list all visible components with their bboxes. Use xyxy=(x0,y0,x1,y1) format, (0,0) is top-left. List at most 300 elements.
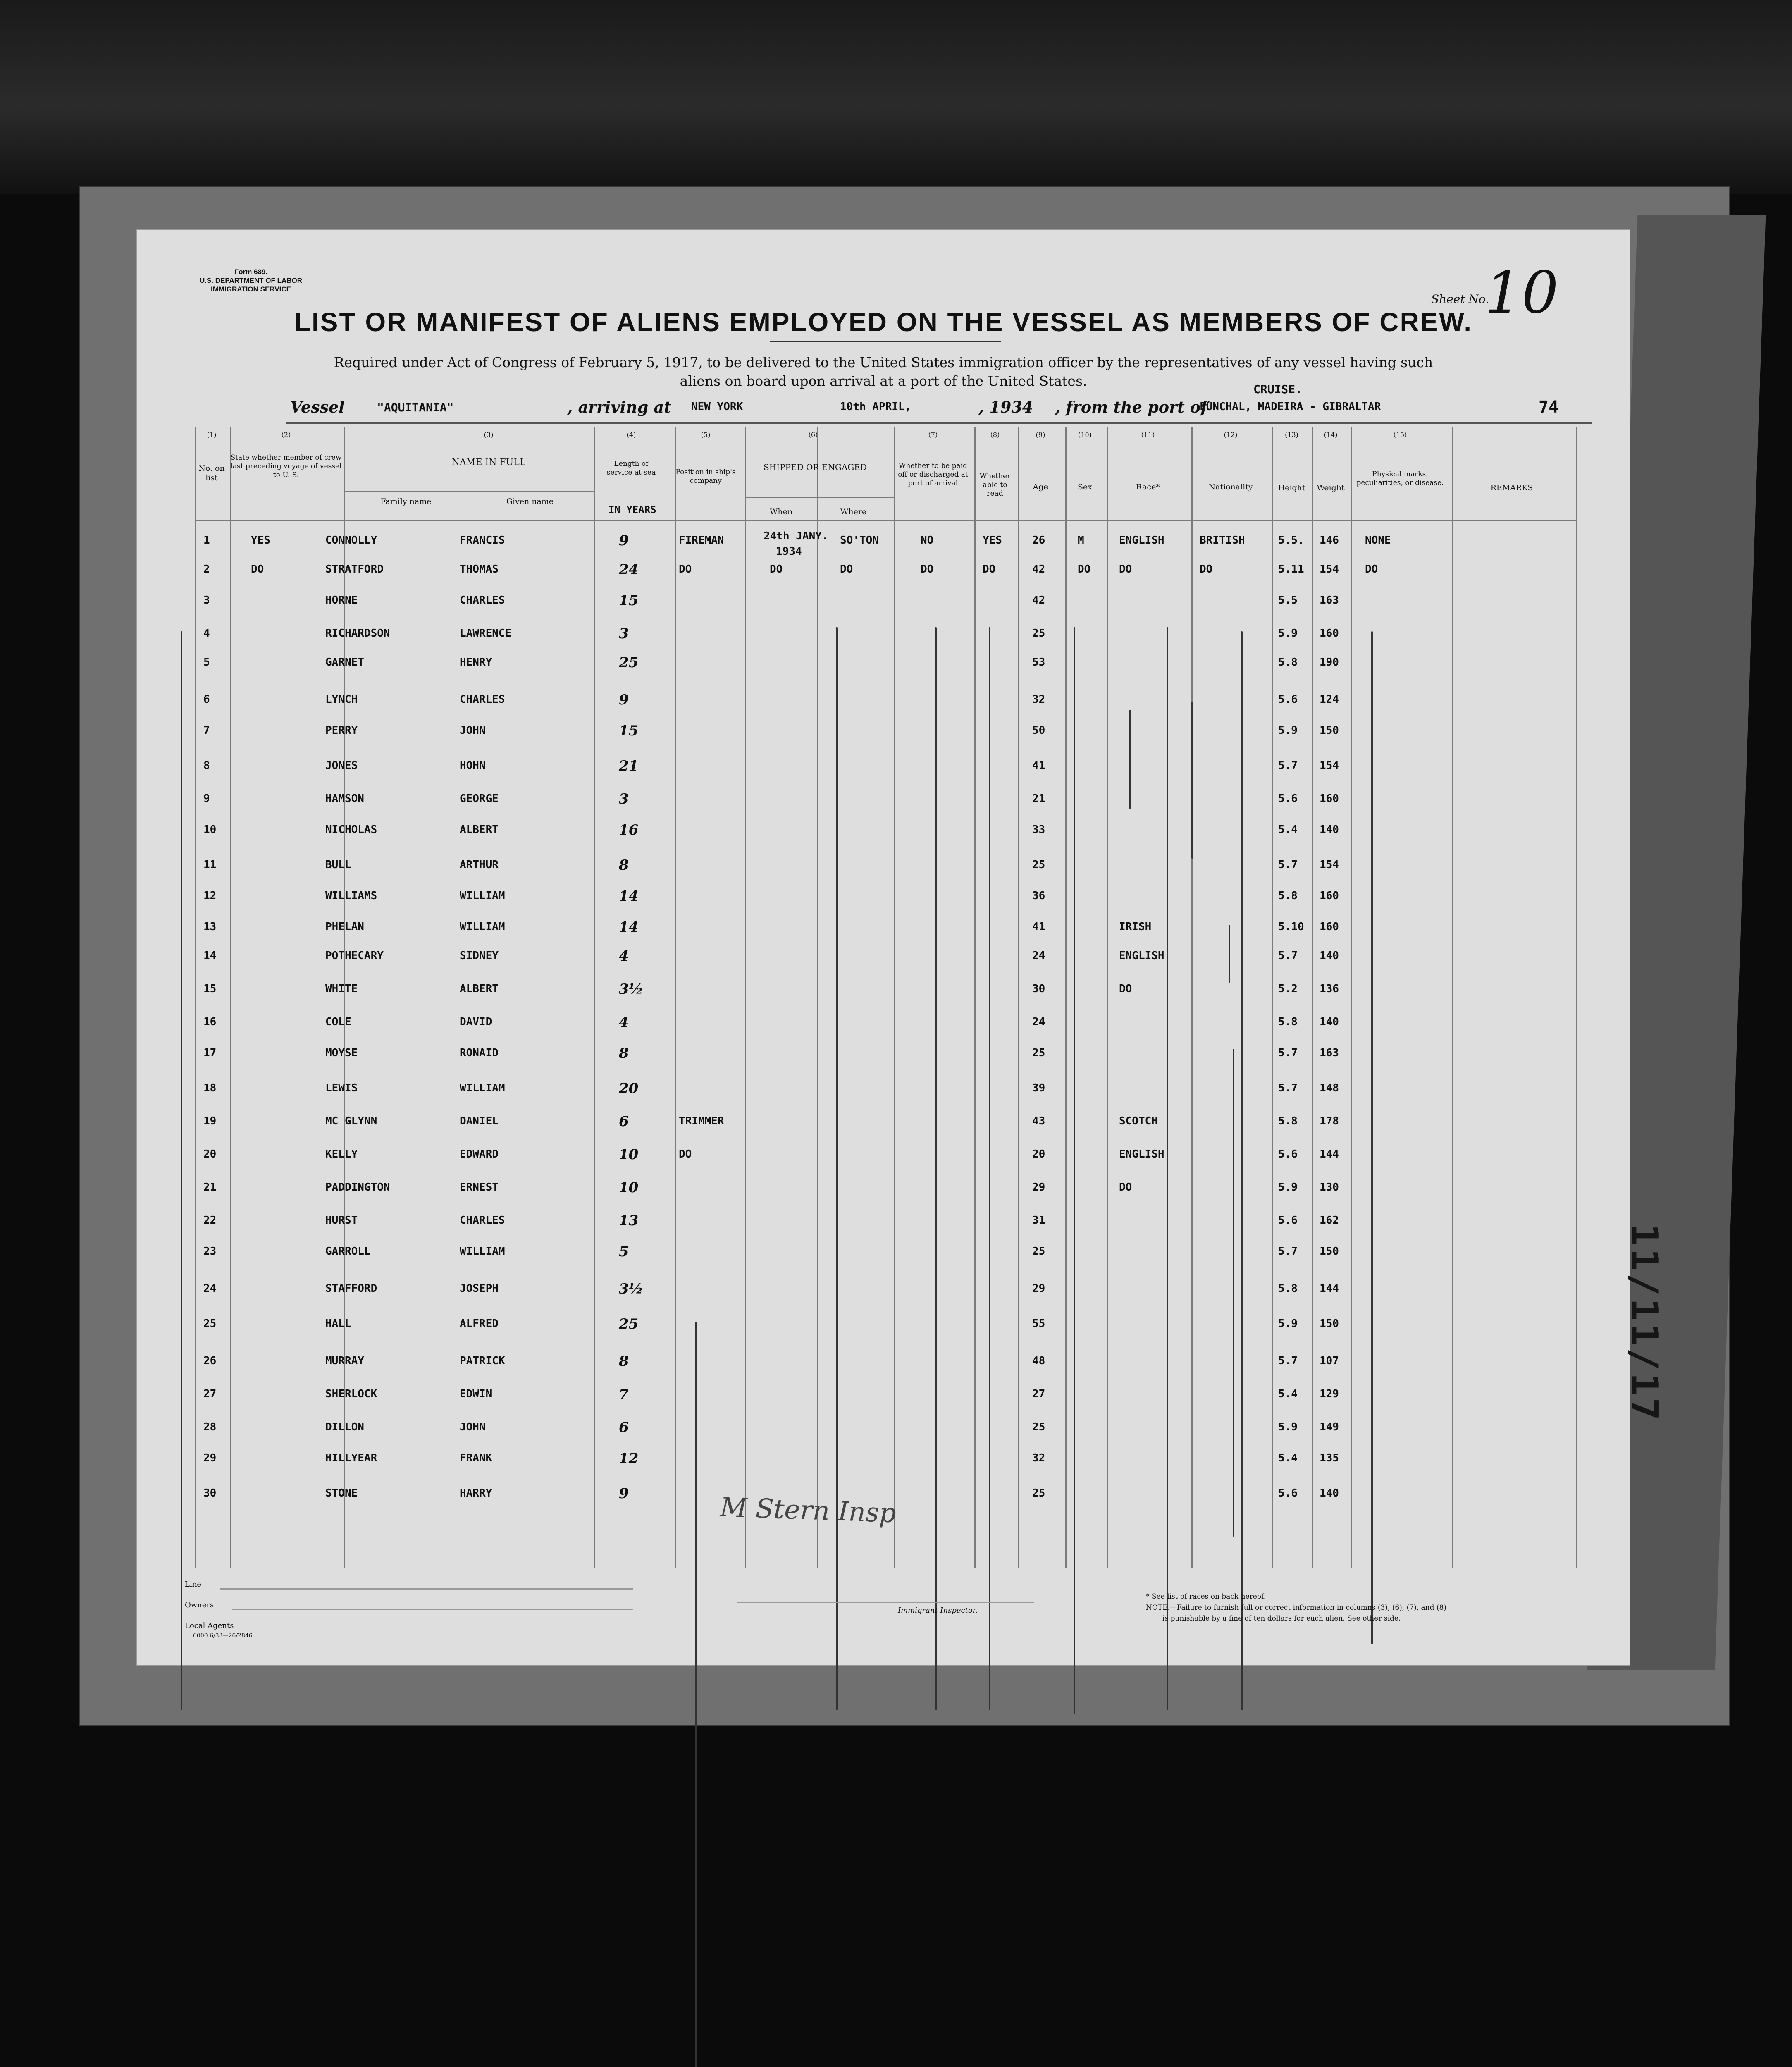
family-name: POTHECARY xyxy=(325,950,384,962)
page-number: 74 xyxy=(1539,398,1559,417)
race: ENGLISH xyxy=(1119,950,1164,962)
row-number: 6 xyxy=(203,693,210,706)
weight: 124 xyxy=(1320,693,1339,706)
family-name: MOYSE xyxy=(325,1047,358,1059)
family-name: GARROLL xyxy=(325,1245,371,1258)
in-years-label: IN YEARS xyxy=(608,504,656,516)
row-number: 4 xyxy=(203,627,210,640)
given-name: ALFRED xyxy=(460,1318,499,1330)
family-name: KELLY xyxy=(325,1148,358,1160)
height: 5.9 xyxy=(1278,724,1298,737)
weight: 190 xyxy=(1320,656,1339,668)
given-name: EDWARD xyxy=(460,1148,499,1160)
length-of-service: 4 xyxy=(619,1014,629,1031)
race: ENGLISH xyxy=(1119,1148,1164,1160)
age: 41 xyxy=(1032,921,1045,933)
weight: 130 xyxy=(1320,1181,1339,1193)
family-name: STONE xyxy=(325,1487,358,1499)
height: 5.6 xyxy=(1278,1487,1298,1499)
position: FIREMAN xyxy=(679,534,724,547)
form-number: Form 689. xyxy=(234,268,268,276)
weight: 178 xyxy=(1320,1115,1339,1127)
height: 5.9 xyxy=(1278,1421,1298,1433)
family-name: WILLIAMS xyxy=(325,890,377,902)
age: 29 xyxy=(1032,1181,1045,1193)
table-row xyxy=(137,724,1630,758)
family-name: DILLON xyxy=(325,1421,364,1433)
height: 5.6 xyxy=(1278,1214,1298,1227)
position: DO xyxy=(679,1148,692,1160)
given-name: GEORGE xyxy=(460,792,499,805)
col-no-on-list: No. on list xyxy=(198,464,225,482)
given-name: ERNEST xyxy=(460,1181,499,1193)
table-row xyxy=(137,792,1630,826)
height: 5.7 xyxy=(1278,1355,1298,1367)
length-of-service: 8 xyxy=(619,1353,629,1370)
age: 50 xyxy=(1032,724,1045,737)
age: 36 xyxy=(1032,890,1045,902)
header-rule xyxy=(745,497,894,498)
dark-background xyxy=(0,0,1792,194)
cruise-note: CRUISE. xyxy=(1253,382,1303,396)
age: 29 xyxy=(1032,1282,1045,1295)
weight: 163 xyxy=(1320,1047,1339,1059)
length-of-service: 14 xyxy=(619,919,639,936)
given-name: CHARLES xyxy=(460,594,505,606)
weight: 136 xyxy=(1320,983,1339,995)
given-name: WILLIAM xyxy=(460,1245,505,1258)
race: DO xyxy=(1119,1181,1132,1193)
height: 5.7 xyxy=(1278,1082,1298,1094)
age: 39 xyxy=(1032,1082,1045,1094)
height: 5.8 xyxy=(1278,890,1298,902)
col-race: Race* xyxy=(1136,482,1160,492)
length-of-service: 9 xyxy=(619,532,629,549)
height: 5.8 xyxy=(1278,1115,1298,1127)
col-num: (4) xyxy=(626,431,636,439)
print-code: 6000 6/33—26/2846 xyxy=(193,1633,253,1639)
age: 32 xyxy=(1032,693,1045,706)
weight: 160 xyxy=(1320,792,1339,805)
length-of-service: 24 xyxy=(619,561,639,578)
age: 30 xyxy=(1032,983,1045,995)
given-name: SIDNEY xyxy=(460,950,499,962)
header-rule xyxy=(344,491,594,492)
shipped-when-date: 24th JANY. xyxy=(764,530,828,542)
height: 5.9 xyxy=(1278,1181,1298,1193)
height: 5.6 xyxy=(1278,792,1298,805)
col-physical-marks: Physical marks, peculiarities, or disease. xyxy=(1356,470,1444,487)
given-name: ALBERT xyxy=(460,823,499,836)
height: 5.5. xyxy=(1278,534,1304,547)
height: 5.7 xyxy=(1278,1245,1298,1258)
age: 25 xyxy=(1032,627,1045,640)
row-number: 29 xyxy=(203,1452,217,1464)
length-of-service: 15 xyxy=(619,592,639,609)
race: SCOTCH xyxy=(1119,1115,1158,1127)
table-row xyxy=(137,890,1630,924)
footer-agents: Local Agents xyxy=(185,1621,234,1630)
footer-rule xyxy=(220,1588,633,1590)
table-row xyxy=(137,656,1630,690)
col-num: (14) xyxy=(1324,431,1338,439)
length-of-service: 13 xyxy=(619,1213,639,1229)
family-name: HORNE xyxy=(325,594,358,606)
length-of-service: 8 xyxy=(619,1045,629,1062)
height: 5.9 xyxy=(1278,627,1298,640)
row-number: 14 xyxy=(203,950,217,962)
member-of-crew: DO xyxy=(251,563,264,575)
col-num: (3) xyxy=(484,431,494,439)
subtitle-line2: aliens on board upon arrival at a port of the United States. xyxy=(680,373,1087,389)
height: 5.7 xyxy=(1278,759,1298,772)
row-number: 16 xyxy=(203,1016,217,1028)
height: 5.4 xyxy=(1278,823,1298,836)
family-name: GARNET xyxy=(325,656,364,668)
weight: 150 xyxy=(1320,1318,1339,1330)
col-num: (15) xyxy=(1393,431,1407,439)
family-name: HAMSON xyxy=(325,792,364,805)
row-number: 27 xyxy=(203,1388,217,1400)
col-given-name: Given name xyxy=(506,497,554,506)
given-name: DANIEL xyxy=(460,1115,499,1127)
height: 5.9 xyxy=(1278,1318,1298,1330)
col-num: (6) xyxy=(808,431,818,439)
manifest-title: LIST OR MANIFEST OF ALIENS EMPLOYED ON THE VESSEL AS MEMBERS OF CREW. xyxy=(294,307,1473,337)
table-row xyxy=(137,1245,1630,1279)
age: 25 xyxy=(1032,1487,1045,1499)
weight: 162 xyxy=(1320,1214,1339,1227)
given-name: HENRY xyxy=(460,656,492,668)
table-row xyxy=(137,1318,1630,1351)
length-of-service: 10 xyxy=(619,1146,639,1163)
height: 5.4 xyxy=(1278,1388,1298,1400)
height: 5.7 xyxy=(1278,859,1298,871)
table-row xyxy=(137,1047,1630,1081)
row-number: 15 xyxy=(203,983,217,995)
height: 5.8 xyxy=(1278,1016,1298,1028)
weight: 129 xyxy=(1320,1388,1339,1400)
length-of-service: 3½ xyxy=(619,1281,644,1297)
row-number: 8 xyxy=(203,759,210,772)
given-name: ALBERT xyxy=(460,983,499,995)
race: ENGLISH xyxy=(1119,534,1164,547)
race: IRISH xyxy=(1119,921,1152,933)
family-name: MURRAY xyxy=(325,1355,364,1367)
height: 5.4 xyxy=(1278,1452,1298,1464)
row-number: 12 xyxy=(203,890,217,902)
length-of-service: 6 xyxy=(619,1419,629,1436)
weight: 160 xyxy=(1320,890,1339,902)
given-name: FRANCIS xyxy=(460,534,505,547)
age: 24 xyxy=(1032,950,1045,962)
table-row xyxy=(137,1082,1630,1116)
given-name: HARRY xyxy=(460,1487,492,1499)
table-row xyxy=(137,1115,1630,1149)
weight: 163 xyxy=(1320,594,1339,606)
height: 5.6 xyxy=(1278,1148,1298,1160)
family-name: LEWIS xyxy=(325,1082,358,1094)
family-name: PERRY xyxy=(325,724,358,737)
col-sex: Sex xyxy=(1078,482,1092,492)
col-position: Position in ship's company xyxy=(675,468,736,485)
col-remarks: REMARKS xyxy=(1490,483,1533,492)
row-number: 25 xyxy=(203,1318,217,1330)
col-num: (1) xyxy=(207,431,217,439)
col-num: (2) xyxy=(281,431,291,439)
table-row xyxy=(137,983,1630,1017)
footer-owners: Owners xyxy=(185,1601,214,1609)
height: 5.10 xyxy=(1278,921,1304,933)
length-of-service: 3 xyxy=(619,791,629,807)
length-of-service: 21 xyxy=(619,758,639,774)
family-name: STAFFORD xyxy=(325,1282,377,1295)
table-row xyxy=(137,759,1630,793)
length-of-service: 16 xyxy=(619,822,639,838)
physical-marks: DO xyxy=(1365,563,1378,575)
age: 43 xyxy=(1032,1115,1045,1127)
height: 5.11 xyxy=(1278,563,1304,575)
shipped-where: DO xyxy=(840,563,853,575)
from-label: , from the port of xyxy=(1055,398,1207,416)
shipped-when: DO xyxy=(770,563,783,575)
length-of-service: 25 xyxy=(619,1316,639,1332)
col-member-of-crew: State whether member of crew last preceding voyage of vessel to U. S. xyxy=(230,453,342,479)
row-number: 10 xyxy=(203,823,217,836)
length-of-service: 4 xyxy=(619,948,629,964)
nationality: BRITISH xyxy=(1200,534,1245,547)
row-number: 5 xyxy=(203,656,210,668)
departure-port: FUNCHAL, MADEIRA - GIBRALTAR xyxy=(1200,401,1381,413)
header-rule xyxy=(195,520,1576,521)
age: 24 xyxy=(1032,1016,1045,1028)
col-weight: Weight xyxy=(1317,483,1345,492)
table-row xyxy=(137,563,1630,597)
manifest-sheet xyxy=(136,229,1630,1666)
subtitle-line1: Required under Act of Congress of February 5, 1917, to be delivered to the United States immigration officer by the representatives of any vessel having such xyxy=(334,354,1433,370)
col-able-to-read: Whether able to read xyxy=(979,472,1011,498)
shipped-when-year: 1934 xyxy=(776,545,802,558)
weight: 140 xyxy=(1320,823,1339,836)
weight: 149 xyxy=(1320,1421,1339,1433)
race: DO xyxy=(1119,563,1132,575)
table-row xyxy=(137,823,1630,857)
sheet-label: Sheet No. xyxy=(1431,292,1489,306)
voyage-rule xyxy=(286,422,1592,424)
age: 48 xyxy=(1032,1355,1045,1367)
family-name: SHERLOCK xyxy=(325,1388,377,1400)
family-name: HURST xyxy=(325,1214,358,1227)
height: 5.5 xyxy=(1278,594,1298,606)
row-number: 20 xyxy=(203,1148,217,1160)
age: 26 xyxy=(1032,534,1045,547)
sex: M xyxy=(1078,534,1084,547)
side-stamp: 11/11/17 xyxy=(1623,1224,1666,1423)
family-name: WHITE xyxy=(325,983,358,995)
arrival-port: NEW YORK xyxy=(691,401,743,413)
given-name: WILLIAM xyxy=(460,921,505,933)
length-of-service: 15 xyxy=(619,723,639,739)
footer-line: Line xyxy=(185,1580,201,1589)
table-row xyxy=(137,1214,1630,1248)
age: 27 xyxy=(1032,1388,1045,1400)
inspector-rule xyxy=(737,1602,1034,1603)
age: 41 xyxy=(1032,759,1045,772)
length-of-service: 14 xyxy=(619,888,639,905)
given-name: PATRICK xyxy=(460,1355,505,1367)
age: 25 xyxy=(1032,1421,1045,1433)
able-to-read: DO xyxy=(983,563,996,575)
given-name: RONAID xyxy=(460,1047,499,1059)
col-where: Where xyxy=(840,507,867,516)
table-row xyxy=(137,1421,1630,1455)
footer-rule xyxy=(232,1609,633,1610)
given-name: DAVID xyxy=(460,1016,492,1028)
row-number: 23 xyxy=(203,1245,217,1258)
arrival-year: , 1934 xyxy=(978,398,1033,416)
col-age: Age xyxy=(1033,482,1048,492)
position: DO xyxy=(679,563,692,575)
arriving-label: , arriving at xyxy=(567,398,671,416)
col-shipped-engaged: SHIPPED OR ENGAGED xyxy=(764,462,867,472)
row-number: 3 xyxy=(203,594,210,606)
member-of-crew: YES xyxy=(251,534,270,547)
col-num: (12) xyxy=(1224,431,1238,439)
weight: 144 xyxy=(1320,1282,1339,1295)
row-number: 9 xyxy=(203,792,210,805)
table-row xyxy=(137,859,1630,893)
table-row xyxy=(137,594,1630,628)
weight: 135 xyxy=(1320,1452,1339,1464)
height: 5.6 xyxy=(1278,693,1298,706)
weight: 154 xyxy=(1320,759,1339,772)
able-to-read: YES xyxy=(983,534,1002,547)
col-family-name: Family name xyxy=(380,497,432,506)
notes-line2: is punishable by a fine of ten dollars for each alien. See other side. xyxy=(1162,1614,1401,1623)
age: 42 xyxy=(1032,594,1045,606)
row-number: 19 xyxy=(203,1115,217,1127)
physical-marks: NONE xyxy=(1365,534,1391,547)
col-num: (8) xyxy=(990,431,1000,439)
weight: 140 xyxy=(1320,1016,1339,1028)
table-row xyxy=(137,1181,1630,1215)
family-name: LYNCH xyxy=(325,693,358,706)
length-of-service: 3 xyxy=(619,625,629,642)
weight: 146 xyxy=(1320,534,1339,547)
col-length-of-service: Length of service at sea xyxy=(606,460,656,477)
col-when: When xyxy=(769,507,793,516)
weight: 150 xyxy=(1320,724,1339,737)
given-name: EDWIN xyxy=(460,1388,492,1400)
row-number: 21 xyxy=(203,1181,217,1193)
given-name: JOSEPH xyxy=(460,1282,499,1295)
row-number: 22 xyxy=(203,1214,217,1227)
table-row xyxy=(137,1452,1630,1486)
age: 31 xyxy=(1032,1214,1045,1227)
race: DO xyxy=(1119,983,1132,995)
length-of-service: 20 xyxy=(619,1080,639,1097)
age: 33 xyxy=(1032,823,1045,836)
row-number: 28 xyxy=(203,1421,217,1433)
row-number: 17 xyxy=(203,1047,217,1059)
paid-off: DO xyxy=(921,563,934,575)
given-name: WILLIAM xyxy=(460,890,505,902)
height: 5.7 xyxy=(1278,1047,1298,1059)
col-num: (5) xyxy=(701,431,711,439)
races-note: * See list of races on back hereof. xyxy=(1146,1592,1266,1601)
age: 25 xyxy=(1032,859,1045,871)
weight: 154 xyxy=(1320,563,1339,575)
row-number: 13 xyxy=(203,921,217,933)
col-num: (10) xyxy=(1078,431,1092,439)
age: 21 xyxy=(1032,792,1045,805)
age: 55 xyxy=(1032,1318,1045,1330)
family-name: CONNOLLY xyxy=(325,534,377,547)
age: 20 xyxy=(1032,1148,1045,1160)
length-of-service: 10 xyxy=(619,1179,639,1196)
given-name: HOHN xyxy=(460,759,486,772)
row-number: 26 xyxy=(203,1355,217,1367)
given-name: JOHN xyxy=(460,724,486,737)
height: 5.8 xyxy=(1278,656,1298,668)
title-rule xyxy=(770,341,1001,342)
inspector-label: Immigrant Inspector. xyxy=(898,1606,978,1615)
row-number: 1 xyxy=(203,534,210,547)
col-paid-off: Whether to be paid off or discharged at port of arrival xyxy=(898,462,968,487)
nationality: DO xyxy=(1200,563,1213,575)
length-of-service: 7 xyxy=(619,1386,629,1403)
given-name: WILLIAM xyxy=(460,1082,505,1094)
weight: 150 xyxy=(1320,1245,1339,1258)
inspector-signature: M Stern Insp xyxy=(719,1492,897,1529)
table-row xyxy=(137,1388,1630,1422)
col-num: (13) xyxy=(1285,431,1298,439)
weight: 140 xyxy=(1320,1487,1339,1499)
age: 42 xyxy=(1032,563,1045,575)
col-num: (7) xyxy=(928,431,938,439)
height: 5.2 xyxy=(1278,983,1298,995)
position: TRIMMER xyxy=(679,1115,724,1127)
length-of-service: 25 xyxy=(619,654,639,671)
weight: 154 xyxy=(1320,859,1339,871)
vessel-name: "AQUITANIA" xyxy=(377,401,454,414)
arrival-date: 10th APRIL, xyxy=(840,401,912,413)
vessel-label: Vessel xyxy=(290,398,345,416)
given-name: ARTHUR xyxy=(460,859,499,871)
service: IMMIGRATION SERVICE xyxy=(211,285,291,293)
shipped-where: SO'TON xyxy=(840,534,879,547)
given-name: THOMAS xyxy=(460,563,499,575)
table-row xyxy=(137,1148,1630,1182)
height: 5.8 xyxy=(1278,1282,1298,1295)
family-name: STRATFORD xyxy=(325,563,384,575)
family-name: HALL xyxy=(325,1318,351,1330)
family-name: JONES xyxy=(325,759,358,772)
row-number: 11 xyxy=(203,859,217,871)
length-of-service: 8 xyxy=(619,857,629,874)
family-name: BULL xyxy=(325,859,351,871)
weight: 148 xyxy=(1320,1082,1339,1094)
table-row xyxy=(137,1282,1630,1316)
col-num: (9) xyxy=(1036,431,1045,439)
length-of-service: 6 xyxy=(619,1113,629,1130)
family-name: NICHOLAS xyxy=(325,823,377,836)
form-header xyxy=(183,267,319,294)
length-of-service: 9 xyxy=(619,1485,629,1502)
family-name: COLE xyxy=(325,1016,351,1028)
length-of-service: 3½ xyxy=(619,981,644,998)
family-name: PADDINGTON xyxy=(325,1181,390,1193)
